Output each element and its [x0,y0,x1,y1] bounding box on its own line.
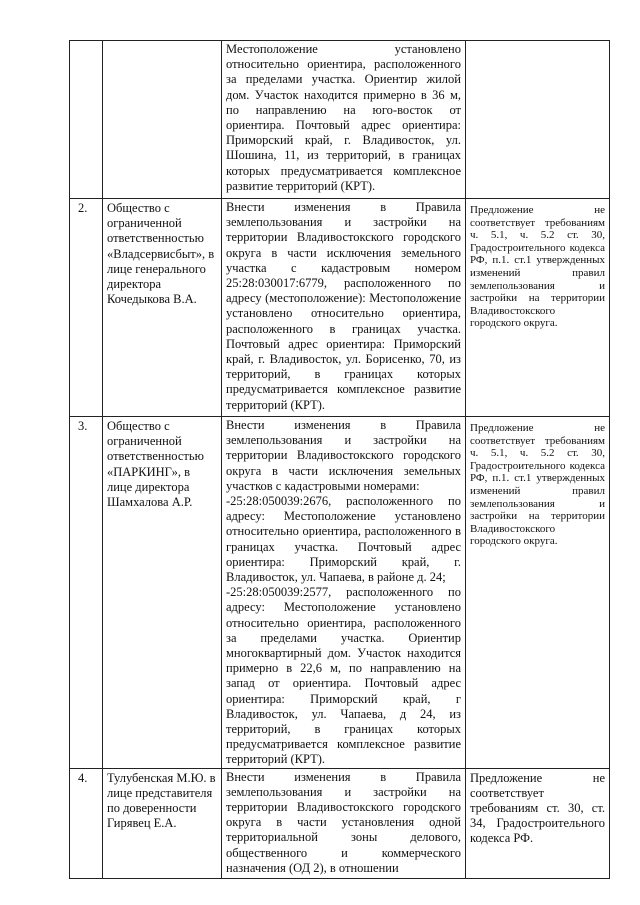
applicant-cell: Общество с ограниченной ответственностью «Владсервисбыт», в лице генерального директора Кочедыкова В.А. [103,199,222,417]
table-row [70,417,610,769]
conclusion-cell [466,41,610,199]
proposals-table [69,40,610,879]
table-row [70,199,610,417]
table-row [70,41,610,199]
table-row [70,768,610,878]
row-number: 2. [70,199,103,417]
conclusion-cell: Предложение не соответствует требованиям ч. 5.1, ч. 5.2 ст. 30, Градостроительного кодекса РФ, п.1. ст.1 утвержденных изменений правил землепользования и застройки на территории Владивостокского городского округа. [466,417,610,769]
conclusion-cell: Предложение не соответствует требованиям ст. 30, ст. 34, Градостроительного кодекса РФ. [466,768,610,878]
proposal-cell: Местоположение установлено относительно ориентира, расположенного за пределами участка. Ориентир жилой дом. Участок находится примерно в 36 м, по направлению на юго-восток от ориентира. Почтовый адрес ориентира: Приморский край, г. Владивосток, ул. Шошина, 11, из территорий, в границах которых предусматривается комплексное развитие территорий (КРТ). [222,41,466,199]
conclusion-cell: Предложение не соответствует требованиям ч. 5.1, ч. 5.2 ст. 30, Градостроительного кодекса РФ, п.1. ст.1 утвержденных изменений правил землепользования и застройки на территории Владивостокского городского округа. [466,199,610,417]
row-number: 3. [70,417,103,769]
proposal-item: -25:28:050039:2577, расположенного по адресу: Местоположение установлено относительно ориентира, расположенного за пределами участка. Ориентир многоквартирный дом. Участок находится примерно в 22,6 м, по направлению на запад от ориентира. Почтовый адрес ориентира: Приморский край, г Владивосток, ул. Чапаева, д 24, из территорий, в границах которых предусматривается комплексное развитие территорий (КРТ). [226,585,461,767]
row-number: 4. [70,768,103,878]
row-number [70,41,103,199]
applicant-cell [103,41,222,199]
proposal-cell [222,417,466,769]
applicant-cell: Тулубенская М.Ю. в лице представителя по доверенности Гирявец Е.А. [103,768,222,878]
proposal-item: -25:28:050039:2676, расположенного по адресу: Местоположение установлено относительно ориентира, расположенного в границах участка. Почтовый адрес ориентира: Приморский край, г. Владивосток, ул. Чапаева, в районе д. 24; [226,494,461,585]
proposal-intro: Внести изменения в Правила землепользования и застройки на территории Владивостокского городского округа в части исключения земельных участков с кадастровыми номерами: [226,418,461,493]
applicant-cell: Общество с ограниченной ответственностью «ПАРКИНГ», в лице директора Шамхалова А.Р. [103,417,222,769]
proposal-cell: Внести изменения в Правила землепользования и застройки на территории Владивостокского городского округа в части установления одной территориальной зоны делового, общественного и коммерческого назначения (ОД 2), в отношении [222,768,466,878]
proposal-cell: Внести изменения в Правила землепользования и застройки на территории Владивостокского городского округа в части исключения земельного участка с кадастровым номером 25:28:030017:6779, расположенного по адресу (местоположение): Местоположение установлено относительно ориентира, расположенного в границах участка. Почтовый адрес ориентира: Приморский край, г. Владивосток, ул. Борисенко, 70, из территорий, в границах которых предусматривается комплексное развитие территорий (КРТ). [222,199,466,417]
